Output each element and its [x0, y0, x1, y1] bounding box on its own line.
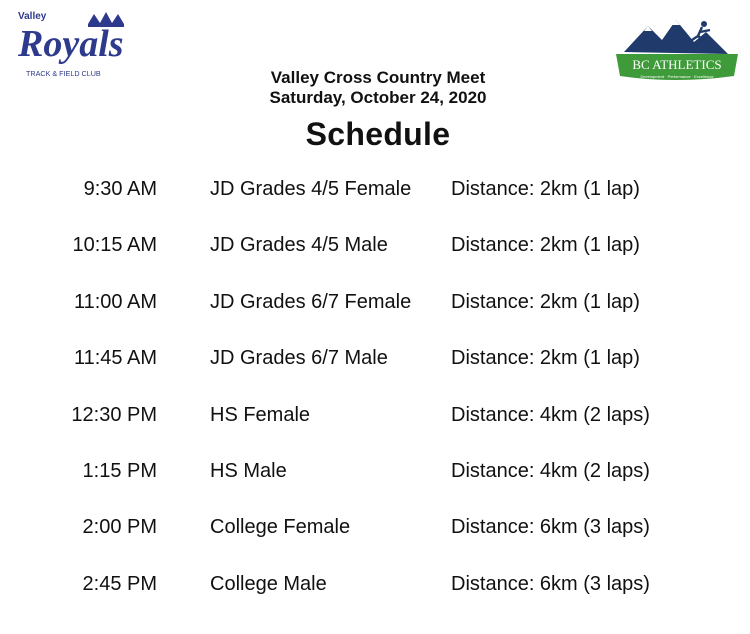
schedule-row: [0, 565, 750, 621]
event-name: JD Grades 4/5 Male: [210, 234, 388, 257]
event-distance: Distance: 2km (1 lap): [451, 347, 640, 370]
meet-title: Valley Cross Country Meet: [270, 68, 486, 87]
event-distance: Distance: 6km (3 laps): [451, 572, 650, 595]
event-name: HS Female: [210, 403, 311, 426]
event-name: JD Grades 4/5 Female: [210, 178, 412, 200]
event-name: JD Grades 6/7 Male: [210, 347, 388, 370]
event-distance: Distance: 4km (2 laps): [451, 403, 650, 426]
event-time: 12:30 PM: [71, 403, 157, 426]
event-time: 1:15 PM: [82, 459, 157, 482]
event-distance: Distance: 2km (1 lap): [451, 234, 640, 257]
event-name: JD Grades 6/7 Female: [210, 290, 412, 313]
schedule-row: [0, 283, 750, 339]
event-distance: Distance: 6km (3 laps): [451, 516, 650, 539]
logo-bc-tagline: Development · Performance · Excellence: [640, 74, 714, 79]
schedule-row: [0, 226, 750, 282]
event-time: 9:30 AM: [83, 178, 157, 200]
schedule-row: [0, 508, 750, 564]
logo-subtitle: TRACK & FIELD CLUB: [26, 69, 101, 78]
logo-main-word: Royals: [18, 23, 124, 65]
event-time: 11:45 AM: [73, 347, 157, 370]
schedule-title: Schedule: [305, 116, 451, 152]
schedule-row: [0, 339, 750, 395]
meet-header: [0, 68, 750, 108]
schedule-list: [0, 170, 750, 621]
event-name: College Male: [210, 572, 327, 595]
event-name: College Female: [210, 516, 351, 539]
schedule-row: [0, 396, 750, 452]
event-distance: Distance: 2km (1 lap): [451, 290, 640, 313]
schedule-row: [0, 170, 750, 226]
event-time: 10:15 AM: [72, 234, 157, 257]
logo-bc-name: BC ATHLETICS: [632, 57, 722, 72]
logo-small-word: Valley: [18, 11, 47, 22]
event-distance: Distance: 4km (2 laps): [451, 459, 650, 482]
event-time: 2:00 PM: [82, 516, 157, 539]
schedule-row: [0, 452, 750, 508]
event-time: 11:00 AM: [73, 290, 157, 313]
event-name: HS Male: [210, 459, 287, 482]
meet-date: Saturday, October 24, 2020: [269, 88, 487, 107]
event-time: 2:45 PM: [82, 572, 157, 595]
event-distance: Distance: 2km (1 lap): [451, 178, 640, 200]
